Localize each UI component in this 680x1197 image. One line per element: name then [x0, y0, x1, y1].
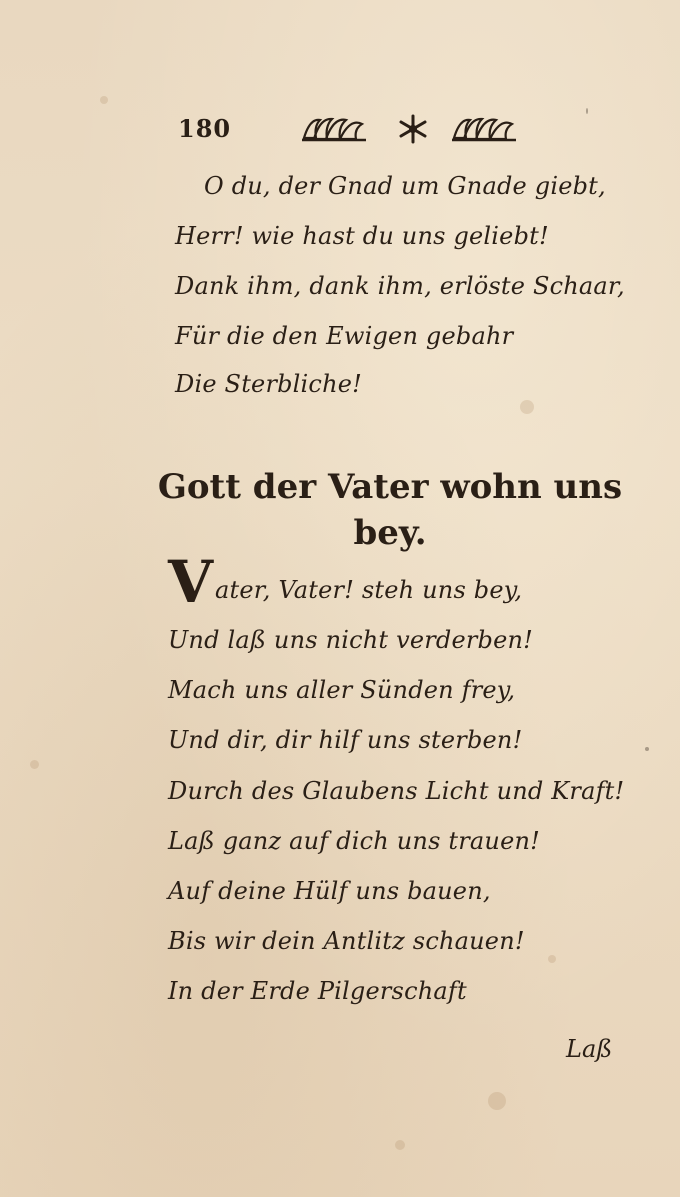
ink-mark — [645, 747, 649, 751]
verse-line: ater, Vater! steh uns bey, — [215, 576, 523, 604]
verse-line: Und laß uns nicht verderben! — [168, 626, 534, 654]
shell-ornament-icon — [450, 112, 520, 146]
verse-line: Laß ganz auf dich uns trauen! — [168, 827, 540, 855]
verse-line: O du, der Gnad um Gnade giebt, — [204, 172, 606, 200]
star-ornament-icon — [396, 112, 430, 146]
drop-cap: V — [168, 548, 214, 616]
paper-stain — [30, 760, 39, 769]
verse-line: Auf deine Hülf uns bauen, — [168, 877, 491, 905]
shell-ornament-icon — [300, 112, 370, 146]
ink-mark — [586, 108, 588, 114]
verse-line: Für die den Ewigen gebahr — [175, 322, 514, 350]
verse-line: Dank ihm, dank ihm, erlöste Schaar, — [175, 272, 625, 300]
verse-line: Mach uns aller Sünden frey, — [168, 676, 516, 704]
running-header — [178, 112, 538, 152]
paper-stain — [395, 1140, 405, 1150]
verse-line: Bis wir dein Antlitz schauen! — [168, 927, 525, 955]
verse-line: In der Erde Pilgerschaft — [168, 977, 467, 1005]
verse-line: Und dir, dir hilf uns sterben! — [168, 726, 523, 754]
verse-line: Durch des Glaubens Licht und Kraft! — [168, 777, 625, 805]
page-number: 180 — [178, 114, 232, 143]
paper-stain — [100, 96, 108, 104]
paper-stain — [520, 400, 534, 414]
paper-stain — [488, 1092, 506, 1110]
catchword: Laß — [566, 1035, 613, 1063]
hymn-title: Gott der Vater wohn uns bey. — [157, 467, 623, 553]
paper-stain — [548, 955, 556, 963]
verse-line: Die Sterbliche! — [175, 370, 362, 398]
verse-line: Herr! wie hast du uns geliebt! — [175, 222, 549, 250]
